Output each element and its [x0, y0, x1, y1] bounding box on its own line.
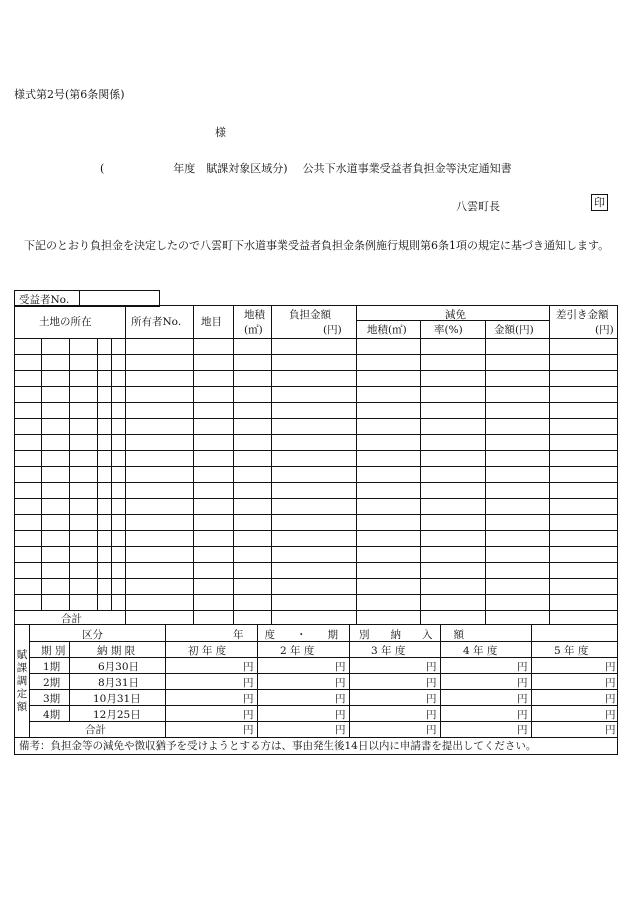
yen-unit: 円	[605, 661, 616, 673]
row-divider	[15, 354, 617, 355]
title-open-paren: (	[100, 162, 105, 175]
header-land-category: 地目	[201, 316, 222, 328]
yen-unit: 円	[426, 677, 437, 689]
land-subcol	[69, 338, 70, 610]
header-owner-no: 所有者No.	[131, 316, 182, 328]
yen-unit: 円	[335, 693, 346, 705]
land-subcol	[41, 338, 42, 610]
yen-unit: 円	[243, 693, 254, 705]
deadline-1: 6月30日	[98, 661, 140, 673]
year-5-label: 5 年 度	[554, 645, 589, 657]
mayor-label: 八雲町長	[456, 200, 500, 213]
row-divider	[15, 562, 617, 563]
schedule-deadline-label: 納 期 限	[97, 645, 136, 657]
yen-unit: 円	[426, 661, 437, 673]
header-reduction-area: 地積(㎡)	[367, 324, 407, 336]
remarks: 備考：負担金等の減免や徴収猶予を受けようとする方は、事由発生後14日以内に申請書を提出してください。	[19, 740, 537, 752]
header-area: 地積	[244, 309, 265, 321]
yen-unit: 円	[605, 677, 616, 689]
form-label: 様式第2号(第6条関係)	[14, 88, 125, 101]
row-divider	[15, 466, 617, 467]
row-divider	[15, 450, 617, 451]
yen-unit: 円	[517, 693, 528, 705]
year-1-label: 初 年 度	[188, 645, 227, 657]
seal-box: 印	[591, 194, 608, 211]
yen-unit: 円	[517, 724, 528, 736]
period-3: 3期	[43, 693, 61, 705]
row-divider	[15, 546, 617, 547]
yen-unit: 円	[243, 709, 254, 721]
deadline-4: 12月25日	[93, 709, 141, 721]
col-divider	[531, 625, 532, 737]
land-subcol	[97, 338, 98, 610]
row-divider	[15, 418, 617, 419]
row-divider	[15, 402, 617, 403]
land-charge-table	[14, 305, 618, 625]
period-2: 2期	[43, 677, 61, 689]
row-divider	[15, 578, 617, 579]
yen-unit: 円	[335, 724, 346, 736]
row-divider	[15, 434, 617, 435]
recipient-no-label: 受益者No.	[19, 294, 70, 306]
header-reduction-amount: 金額(円)	[494, 324, 534, 336]
col-divider	[165, 625, 166, 737]
land-subcol	[111, 338, 112, 610]
row-divider	[15, 386, 617, 387]
total-row-label: 合計	[61, 613, 82, 625]
deadline-2: 8月31日	[98, 677, 140, 689]
header-reduction-rate: 率(%)	[434, 324, 463, 336]
row-divider	[15, 482, 617, 483]
period-1: 1期	[43, 661, 61, 673]
document-title-line	[100, 160, 512, 176]
header-area-unit: (㎡)	[244, 324, 263, 336]
row-divider	[15, 530, 617, 531]
schedule-period-label: 期 別	[41, 645, 66, 657]
period-4: 4期	[43, 709, 61, 721]
schedule-payment-header: 年 度 ・ 期 別 納 入 額	[233, 629, 464, 641]
body-text: 下記のとおり負担金を決定したので八雲町下水道事業受益者負担金条例施行規則第6条1項の規定に基づき通知します。	[24, 239, 610, 252]
yen-unit: 円	[243, 661, 254, 673]
yen-unit: 円	[335, 661, 346, 673]
col-divider	[69, 641, 70, 721]
yen-unit: 円	[605, 724, 616, 736]
yen-unit: 円	[426, 724, 437, 736]
yen-unit: 円	[605, 709, 616, 721]
title-year-label: 年度	[173, 162, 196, 175]
yen-unit: 円	[517, 709, 528, 721]
yen-unit: 円	[243, 677, 254, 689]
row-divider	[15, 514, 617, 515]
yen-unit: 円	[335, 709, 346, 721]
year-4-label: 4 年 度	[463, 645, 498, 657]
deadline-3: 10月31日	[93, 693, 141, 705]
schedule-section-label: 区分	[82, 629, 103, 641]
header-divider	[15, 338, 617, 339]
addressee-suffix: 様	[215, 126, 226, 139]
payment-schedule-table	[14, 625, 618, 755]
yen-unit: 円	[517, 677, 528, 689]
header-net-amount: 差引き金額	[556, 309, 609, 321]
document-title: 公共下水道事業受益者負担金等決定通知書	[302, 162, 512, 175]
year-3-label: 3 年 度	[371, 645, 406, 657]
schedule-total-label: 合計	[85, 724, 106, 736]
header-charge-amount: 負担金額	[289, 309, 331, 321]
yen-unit: 円	[335, 677, 346, 689]
year-2-label: 2 年 度	[280, 645, 315, 657]
title-category: 賦課対象区域分)	[206, 162, 288, 175]
yen-unit: 円	[426, 693, 437, 705]
yen-unit: 円	[243, 724, 254, 736]
row-divider	[15, 498, 617, 499]
yen-unit: 円	[605, 693, 616, 705]
row-divider	[15, 610, 617, 611]
header-reduction: 減免	[445, 309, 466, 321]
row-divider	[15, 370, 617, 371]
header-net-unit: (円)	[595, 324, 614, 336]
header-charge-unit: (円)	[323, 324, 342, 336]
col-divider	[29, 625, 30, 737]
yen-unit: 円	[517, 661, 528, 673]
row-divider	[15, 594, 617, 595]
assessment-label: 賦課調定額	[16, 649, 28, 713]
header-land-location: 土地の所在	[39, 316, 92, 328]
yen-unit: 円	[426, 709, 437, 721]
